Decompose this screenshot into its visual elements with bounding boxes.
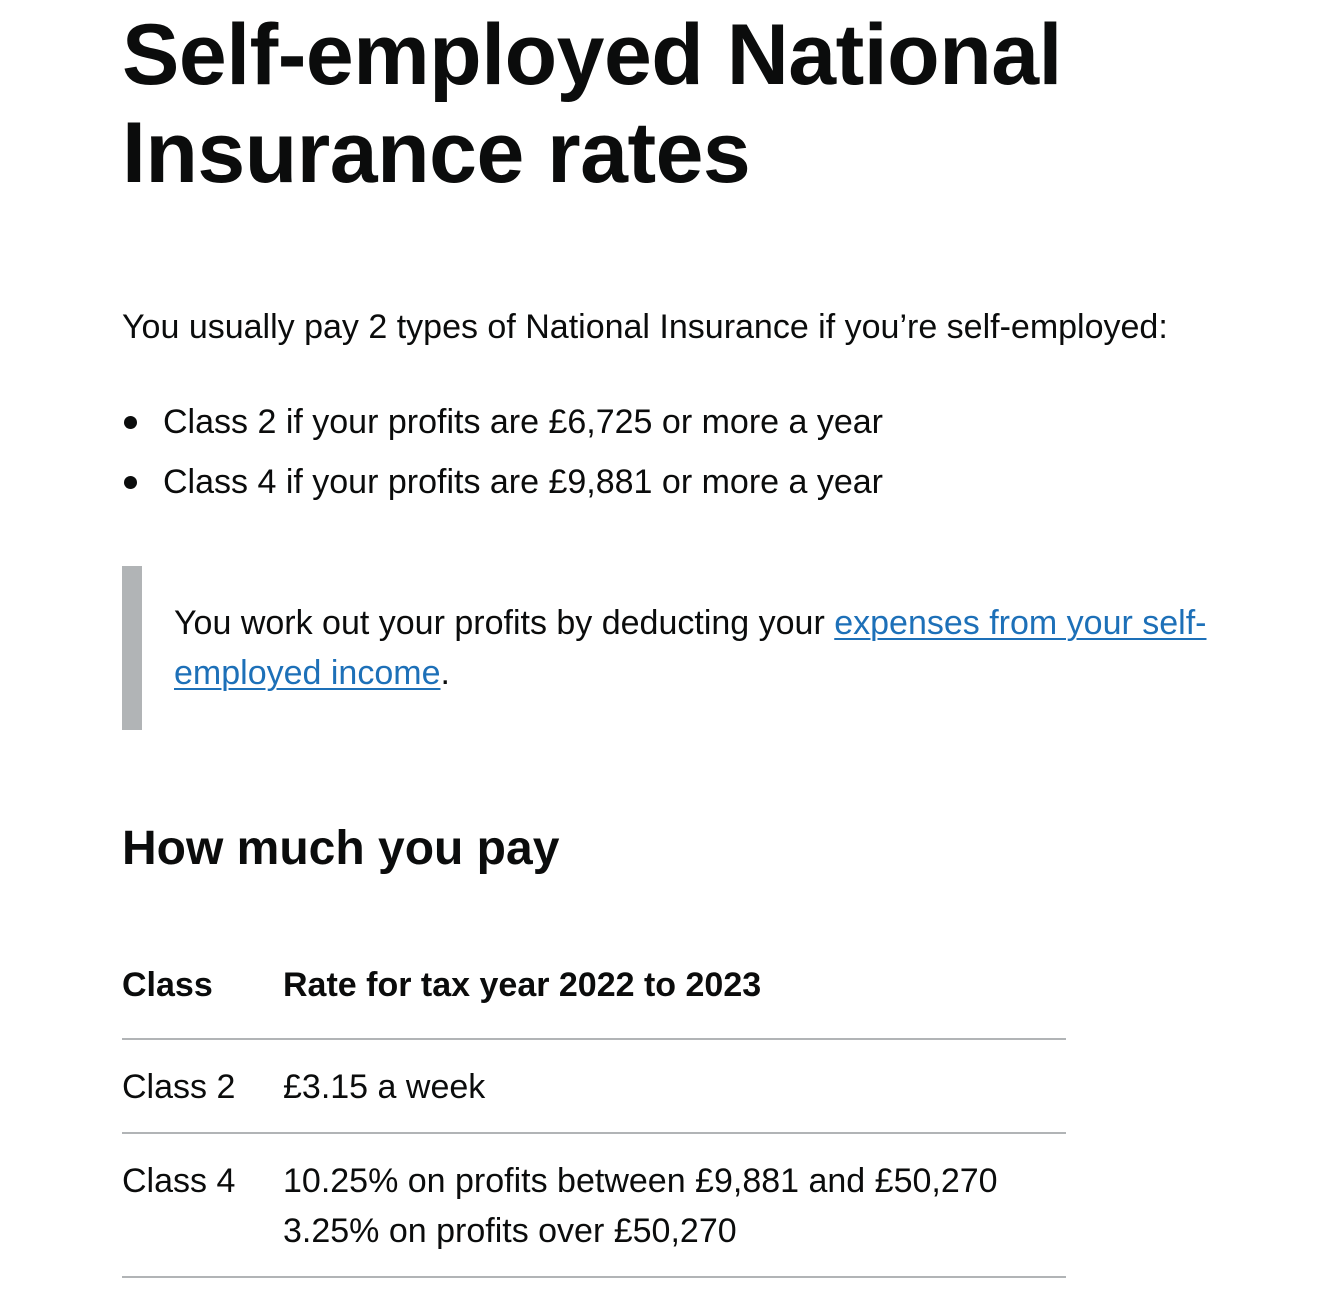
rate-line: 3.25% on profits over £50,270 (283, 1212, 737, 1250)
table-header-row (122, 952, 1066, 1039)
section-heading: How much you pay (122, 822, 560, 875)
inset-text-after: . (440, 654, 450, 692)
cell-class: Class 2 (122, 1039, 283, 1133)
cell-rate (283, 1133, 1066, 1277)
cell-rate (283, 1039, 1066, 1133)
intro-paragraph: You usually pay 2 types of National Insurance if you’re self-employed: (122, 308, 1168, 346)
page-title-line1: Self-employed National (122, 7, 1062, 103)
page-title-line2: Insurance rates (122, 105, 751, 201)
table-row (122, 1039, 1066, 1133)
page-title (122, 0, 1302, 202)
rates-table (122, 952, 1066, 1278)
list-item (122, 392, 883, 452)
list-item-text: Class 2 if your profits are £6,725 or more a year (163, 403, 883, 441)
cell-class: Class 4 (122, 1133, 283, 1277)
inset-text (122, 566, 1282, 730)
rate-line: 10.25% on profits between £9,881 and £50,270 (283, 1162, 998, 1200)
list-item (122, 452, 883, 512)
bullet-dot-icon (124, 476, 137, 489)
list-item-text: Class 4 if your profits are £9,881 or more a year (163, 463, 883, 501)
inset-paragraph (174, 598, 1284, 698)
expenses-link[interactable]: expenses from your self-employed income (174, 604, 1207, 692)
main-content (122, 0, 1302, 1250)
inset-text-before: You work out your profits by deducting your (174, 604, 835, 642)
bullet-dot-icon (124, 416, 137, 429)
bullet-list (122, 392, 883, 512)
table-row (122, 1133, 1066, 1277)
rate-line: £3.15 a week (283, 1068, 486, 1106)
column-header-rate: Rate for tax year 2022 to 2023 (283, 952, 1066, 1039)
inset-border (122, 566, 142, 730)
column-header-class: Class (122, 952, 283, 1039)
